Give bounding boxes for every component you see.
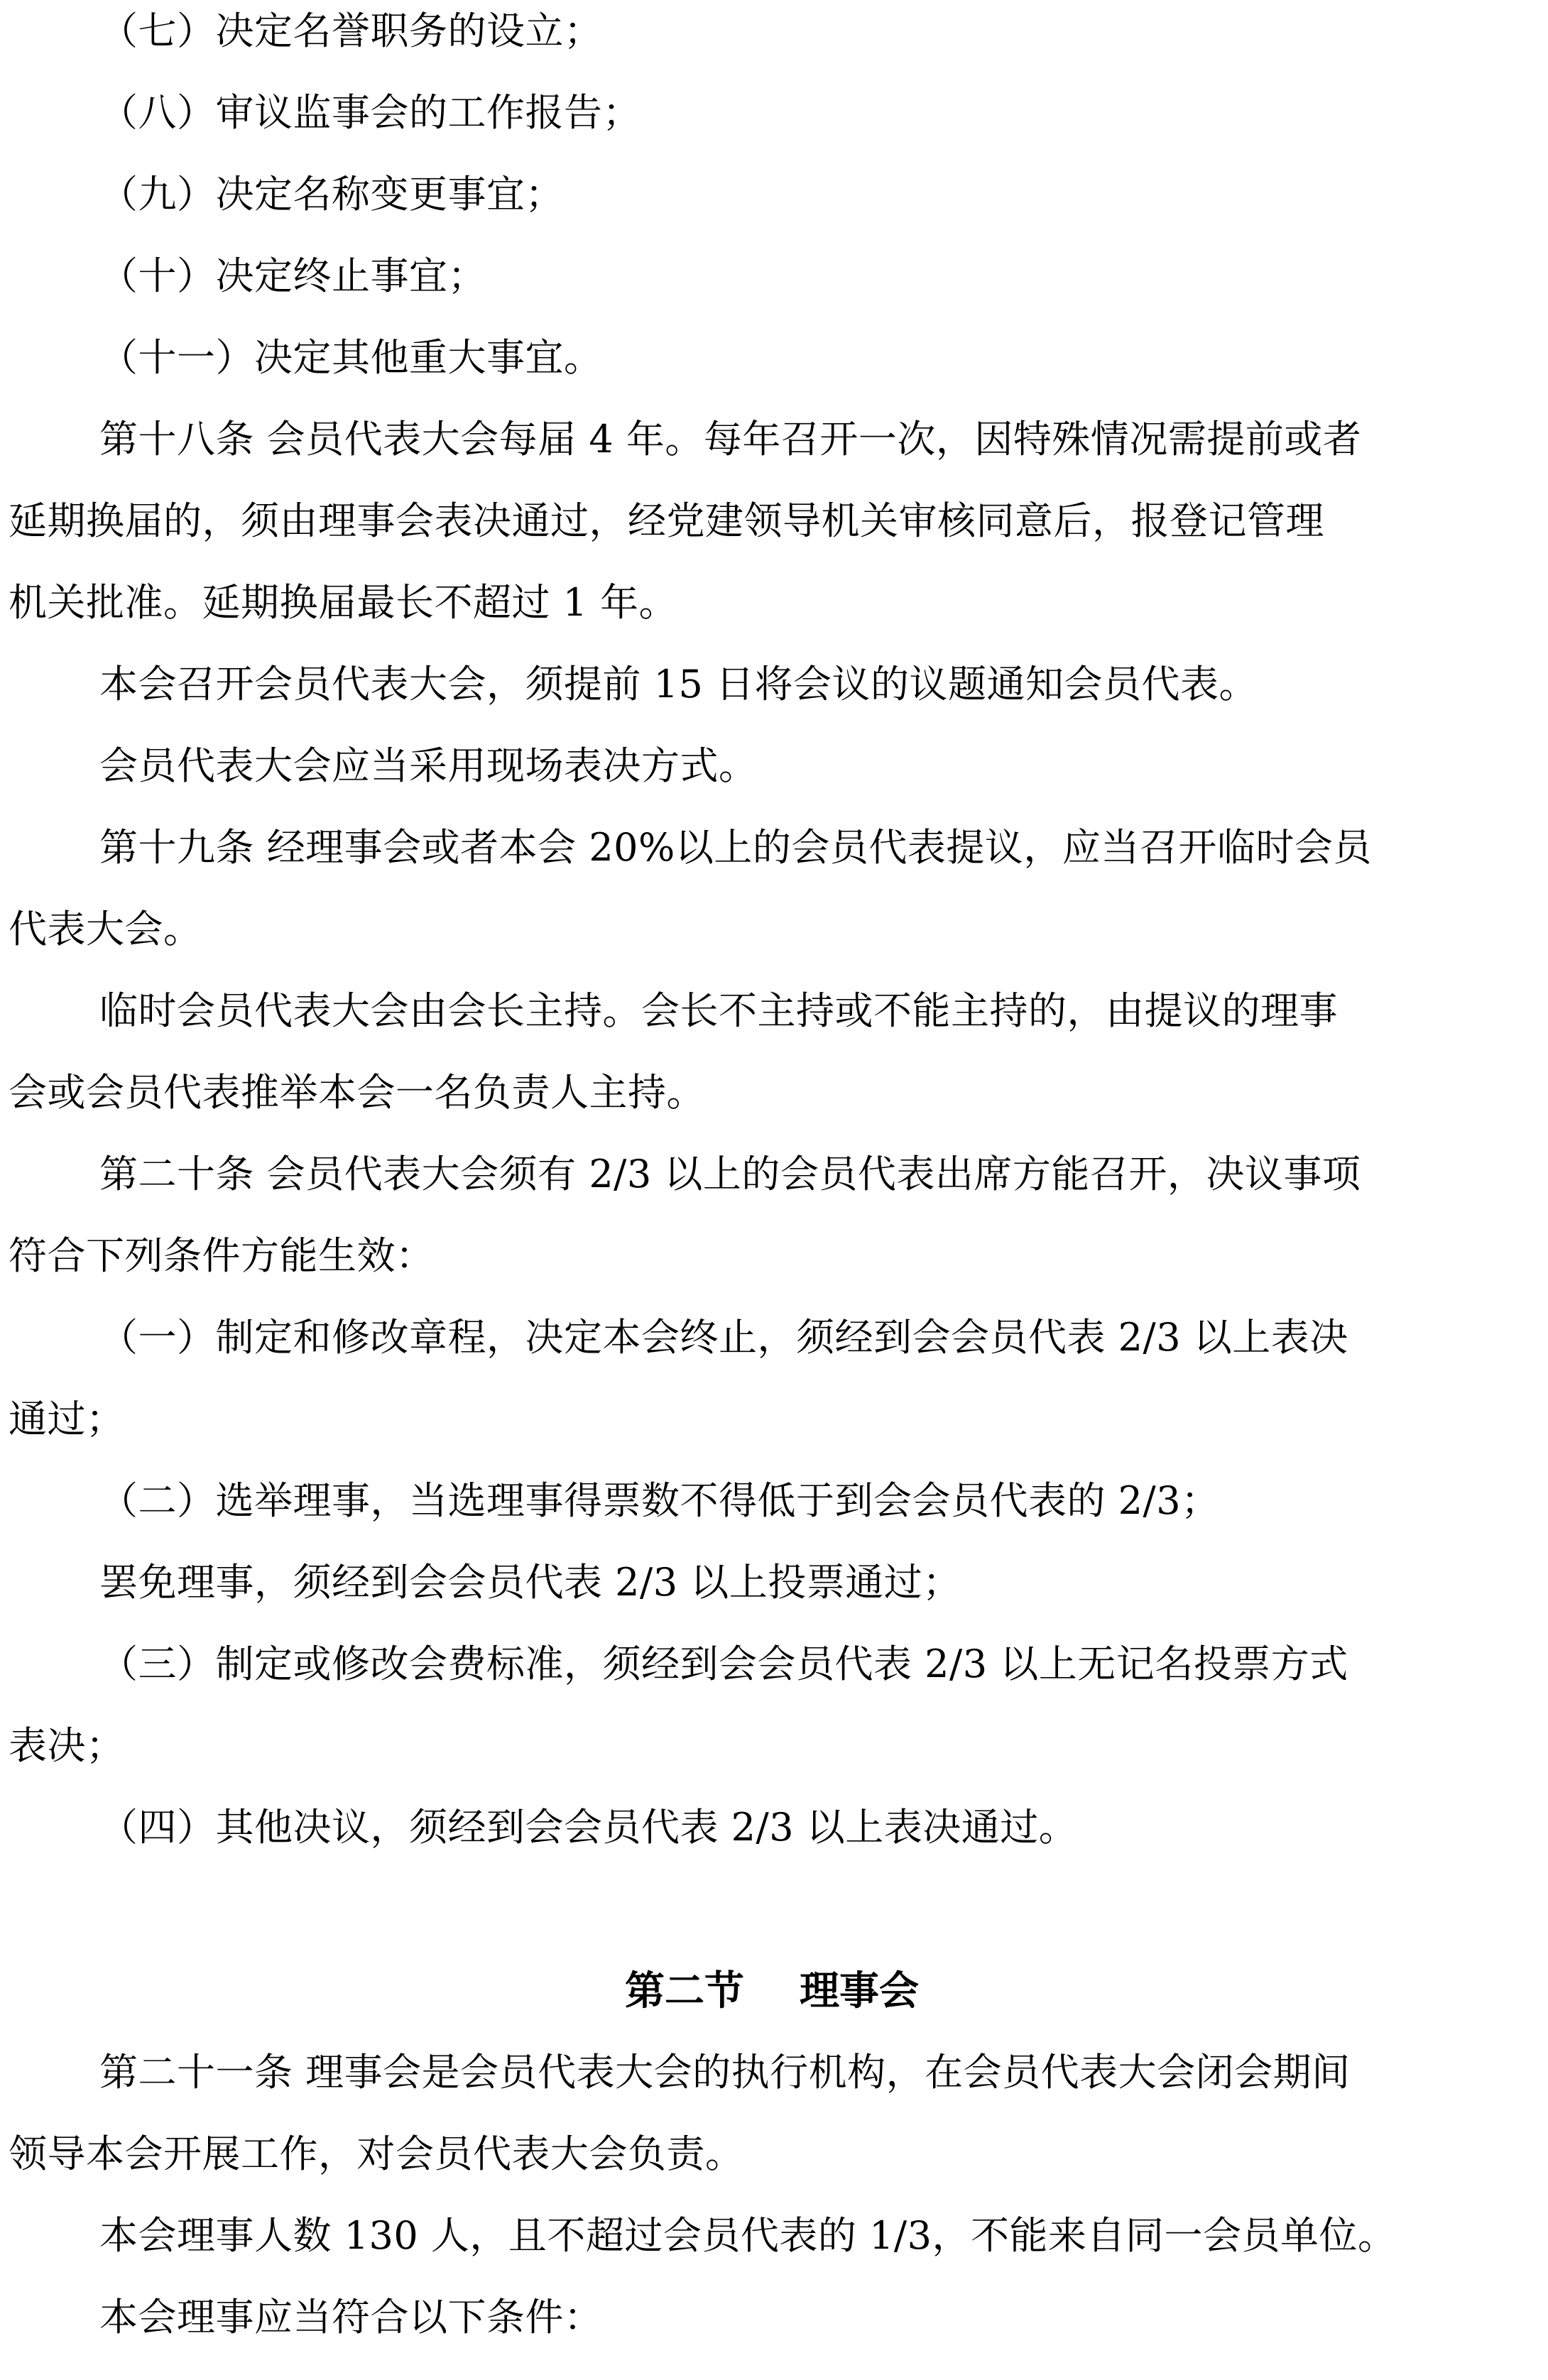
article-21-paragraph-3: 本会理事应当符合以下条件： [99, 2295, 603, 2340]
article-19-paragraph-2-line-2: 会或会员代表推举本会一名负责人主持。 [9, 1070, 705, 1115]
article-20-item-2: （二）选举理事，当选理事得票数不得低于到会会员代表的 2/3； [99, 1478, 1220, 1523]
article-21-paragraph-2: 本会理事人数 130 人，且不超过会员代表的 1/3，不能来自同一会员单位。 [99, 2213, 1397, 2258]
document-body [9, 0, 1535, 2368]
article-18-paragraph-2: 本会召开会员代表大会，须提前 15 日将会议的议题通知会员代表。 [99, 662, 1258, 706]
article-20-line-1: 第二十条 会员代表大会须有 2/3 以上的会员代表出席方能召开，决议事项 [99, 1152, 1361, 1196]
article-20-item-4: （四）其他决议，须经到会会员代表 2/3 以上表决通过。 [99, 1805, 1078, 1850]
article-20-item-1-line-1: （一）制定和修改章程，决定本会终止，须经到会会员代表 2/3 以上表决 [99, 1315, 1348, 1360]
section-spacer [9, 1878, 1535, 1960]
article-20-item-3-line-2: 表决； [9, 1723, 125, 1768]
list-item: （九）决定名称变更事宜； [99, 172, 564, 217]
article-19-line-2: 代表大会。 [9, 907, 202, 951]
section-heading: 第二节 理事会 [625, 1967, 919, 2014]
article-18-line-1: 第十八条 会员代表大会每届 4 年。每年召开一次，因特殊情况需提前或者 [99, 417, 1362, 462]
article-18-line-3: 机关批准。延期换届最长不超过 1 年。 [9, 580, 678, 625]
article-18-line-2: 延期换届的，须由理事会表决通过，经党建领导机关审核同意后，报登记管理 [9, 498, 1324, 543]
list-item: （七）决定名誉职务的设立； [99, 9, 603, 53]
article-20-item-2-continued: 罢免理事，须经到会会员代表 2/3 以上投票通过； [99, 1560, 961, 1605]
article-19-paragraph-2-line-1: 临时会员代表大会由会长主持。会长不主持或不能主持的，由提议的理事 [99, 988, 1338, 1033]
article-20-item-1-line-2: 通过； [9, 1397, 125, 1441]
article-18-paragraph-3: 会员代表大会应当采用现场表决方式。 [99, 743, 758, 788]
article-19-line-1: 第十九条 经理事会或者本会 20%以上的会员代表提议，应当召开临时会员 [99, 825, 1372, 870]
list-item: （十一）决定其他重大事宜。 [99, 335, 603, 380]
article-20-item-3-line-1: （三）制定或修改会费标准，须经到会会员代表 2/3 以上无记名投票方式 [99, 1642, 1348, 1686]
list-item: （八）审议监事会的工作报告； [99, 90, 641, 135]
article-20-line-2: 符合下列条件方能生效： [9, 1233, 435, 1278]
article-21-line-1: 第二十一条 理事会是会员代表大会的执行机构，在会员代表大会闭会期间 [99, 2050, 1351, 2095]
list-item: （十）决定终止事宜； [99, 253, 486, 298]
article-21-line-2: 领导本会开展工作，对会员代表大会负责。 [9, 2131, 744, 2176]
